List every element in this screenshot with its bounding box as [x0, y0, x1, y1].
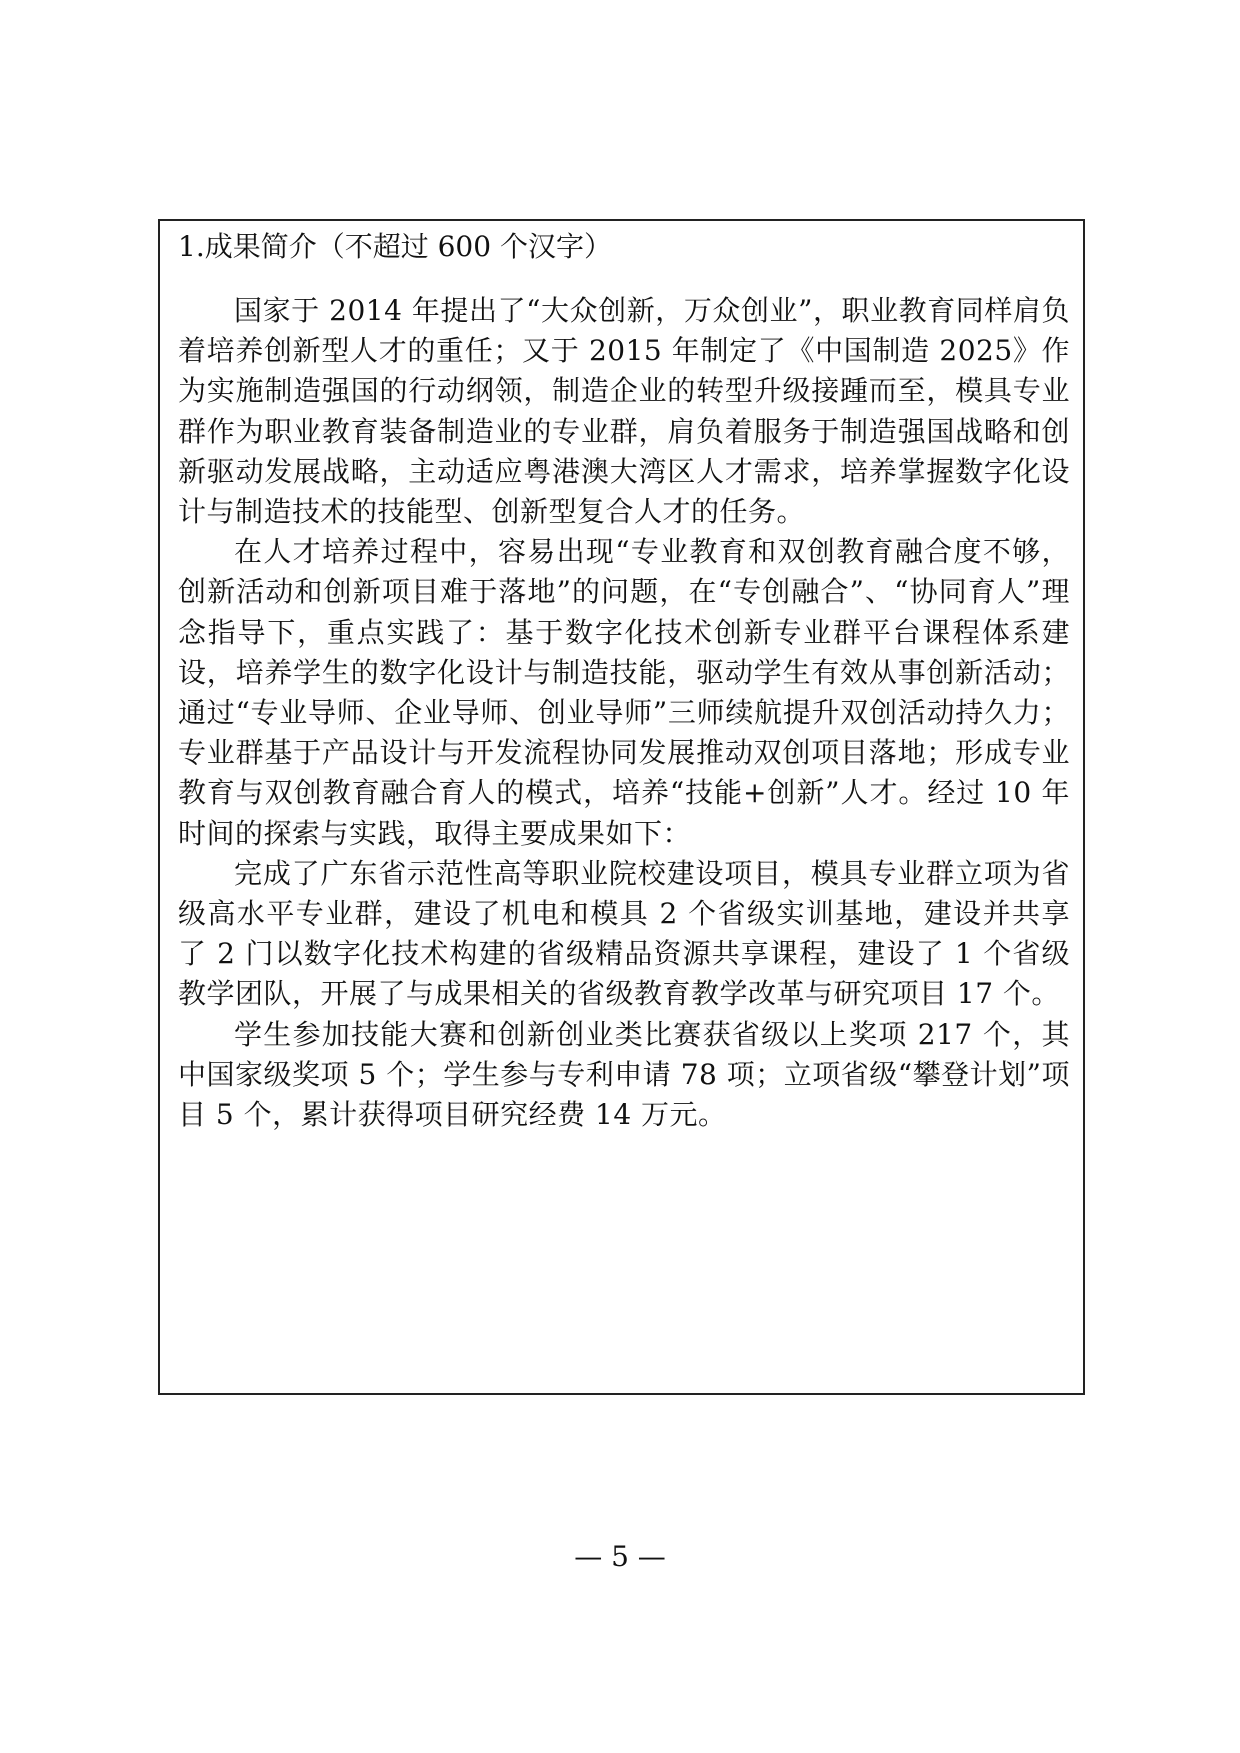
paragraph-practice: 在人才培养过程中，容易出现“专业教育和双创教育融合度不够，创新活动和创新项目难于落地”的问题，在“专创融合”、“协同育人”理念指导下，重点实践了：基于数字化技术创新专业群平台课程体系建设，培养学生的数字化设计与制造技能，驱动学生有效从事创新活动；通过“专业导师、企业导师、创业导师”三师续航提升双创活动持久力；专业群基于产品设计与开发流程协同发展推动双创项目落地；形成专业教育与双创教育融合育人的模式，培养“技能+创新”人才。经过 10 年时间的探索与实践，取得主要成果如下：	[178, 535, 1070, 850]
summary-box	[158, 219, 1085, 1395]
page-number: — 5 —	[574, 1540, 666, 1573]
paragraph-student-awards: 学生参加技能大赛和创新创业类比赛获省级以上奖项 217 个，其中国家级奖项 5 个；学生参与专利申请 78 项；立项省级“攀登计划”项目 5 个，累计获得项目研究经费 14 万元。	[178, 1017, 1070, 1132]
section-body	[178, 291, 1070, 1135]
paragraph-achievements: 完成了广东省示范性高等职业院校建设项目，模具专业群立项为省级高水平专业群，建设了机电和模具 2 个省级实训基地，建设并共享了 2 门以数字化技术构建的省级精品资源共享课程，建设了 1 个省级教学团队，开展了与成果相关的省级教育教学改革与研究项目 17 个。	[178, 856, 1070, 1011]
paragraph-background: 国家于 2014 年提出了“大众创新，万众创业”，职业教育同样肩负着培养创新型人才的重任；又于 2015 年制定了《中国制造 2025》作为实施制造强国的行动纲领，制造企业的转型升级接踵而至，模具专业群作为职业教育装备制造业的专业群，肩负着服务于制造强国战略和创新驱动发展战略，主动适应粤港澳大湾区人才需求，培养掌握数字化设计与制造技术的技能型、创新型复合人才的任务。	[178, 294, 1070, 529]
section-heading: 1.成果简介（不超过 600 个汉字）	[178, 230, 612, 263]
